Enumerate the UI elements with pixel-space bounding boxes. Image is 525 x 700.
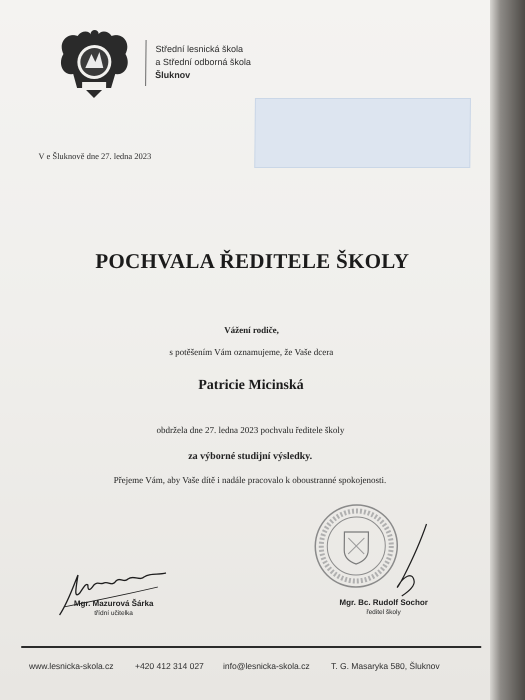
footer-phone: +420 412 314 027: [134, 661, 204, 671]
student-name: Patricie Micinská: [198, 378, 304, 393]
closing-wish: Přejeme Vám, aby Vaše dítě i nadále pracovalo k oboustranné spokojenosti.: [113, 475, 387, 485]
school-name-line2: a Střední odborná škola: [155, 57, 251, 67]
teacher-signer: [64, 599, 164, 617]
redacted-address-block: [254, 98, 471, 168]
paper-edge-background: [490, 0, 525, 700]
school-emblem-icon: [55, 24, 134, 102]
award-reason: za výborné studijní výsledky.: [188, 451, 313, 462]
footer-divider: [21, 646, 481, 648]
intro-text: s potěšením Vám oznamujeme, že Vaše dcera: [169, 347, 334, 357]
footer-email: info@lesnicka-skola.cz: [222, 661, 310, 671]
school-name-line1: Střední lesnická škola: [155, 44, 244, 54]
footer-website: www.lesnicka-skola.cz: [28, 661, 114, 671]
school-name: [155, 43, 251, 82]
school-town: Šluknov: [155, 70, 191, 80]
greeting: Vážení rodiče,: [224, 325, 280, 335]
director-name: Mgr. Bc. Rudolf Sochor: [339, 598, 428, 607]
director-role: ředitel školy: [366, 609, 401, 616]
letter-date: V e Šluknově dne 27. ledna 2023: [38, 151, 152, 161]
director-signature: [386, 520, 437, 600]
award-text: obdržela dne 27. ledna 2023 pochvalu ředitele školy: [156, 425, 345, 435]
director-signer: [324, 598, 444, 616]
teacher-name: Mgr. Mazurová Šárka: [73, 599, 154, 608]
teacher-role: třídní učitelka: [94, 610, 133, 617]
footer-address: T. G. Masaryka 580, Šluknov: [330, 661, 440, 671]
logo-divider: [145, 40, 146, 86]
certificate-title: POCHVALA ŘEDITELE ŠKOLY: [95, 249, 410, 273]
